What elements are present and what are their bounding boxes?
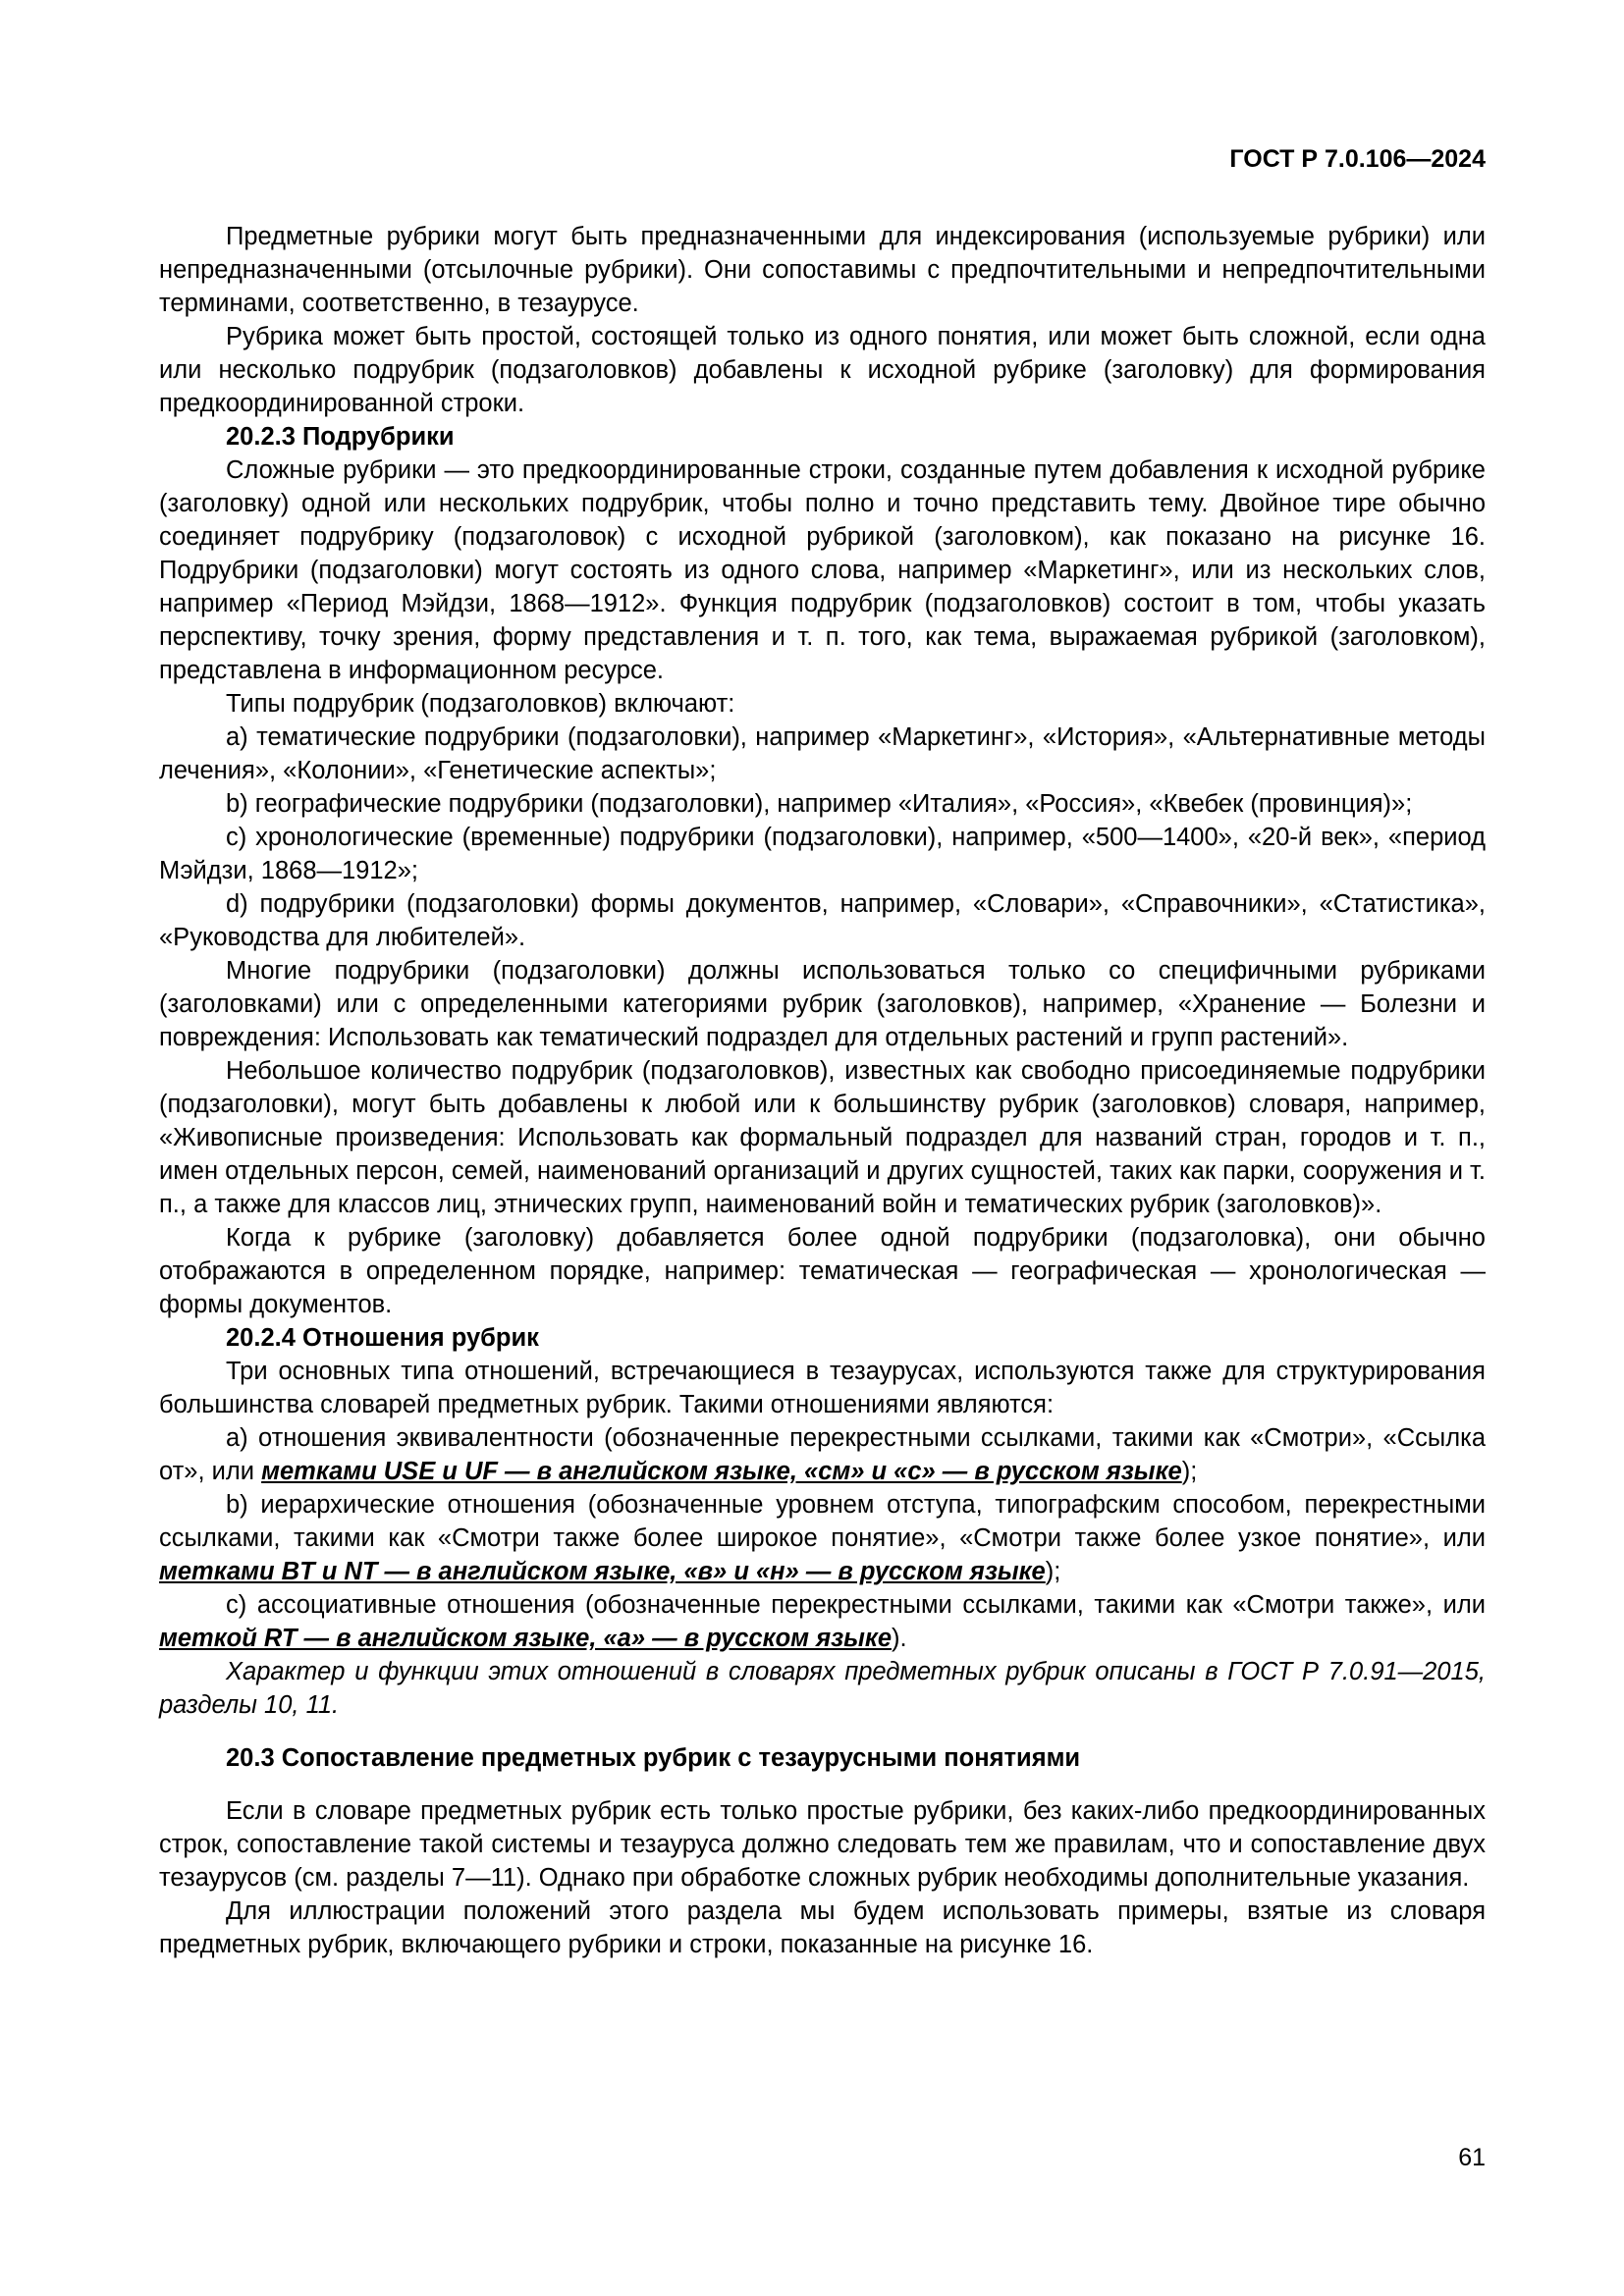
paragraph: Предметные рубрики могут быть предназначенными для индексирования (используемые рубрики) или непредназначенными (отсылочные рубрики). Они сопоставимы с предпочтительными и непредпочтительными терминами, соответственно, в тезаурусе. [159, 223, 1486, 317]
text-run: ); [1181, 1458, 1198, 1485]
text-run: c) ассоциативные отношения (обозначенные перекрестными ссылками, такими как «Смотри также», или [226, 1591, 1486, 1619]
list-item-b: b) географические подрубрики (подзаголовки), например «Италия», «Россия», «Квебек (провинция)»; [226, 790, 1413, 818]
highlighted-text: метками BT и NT — в английском языке, «в» и «н» — в русском языке [159, 1558, 1046, 1585]
subsection-heading-20-2-4: 20.2.4 Отношения рубрик [226, 1324, 539, 1352]
relation-item-b [159, 1488, 1486, 1588]
page-number: 61 [1458, 2144, 1486, 2171]
paragraph: Небольшое количество подрубрик (подзаголовков), известных как свободно присоединяемые подрубрики (подзаголовки), могут быть добавлены к любой или к большинству рубрик (заголовков) словаря, например, «Живописные произведения: Использовать как формальный подраздел для названий стран, городов и т. п., имен отдельных персон, семей, наименований организаций и других сущностей, таких как парки, сооружения и т. п., а также для классов лиц, этнических групп, наименований войн и тематических рубрик (заголовков)». [159, 1057, 1486, 1218]
paragraph: Когда к рубрике (заголовку) добавляется более одной подрубрики (подзаголовка), они обычно отображаются в определенном порядке, например: тематическая — географическая — хронологическая — формы документов. [159, 1224, 1486, 1318]
document-code-header: ГОСТ Р 7.0.106—2024 [1229, 145, 1486, 173]
paragraph: Если в словаре предметных рубрик есть только простые рубрики, без каких-либо предкоординированных строк, сопоставление такой системы и тезауруса должно следовать тем же правилам, что и сопоставление двух тезаурусов (см. разделы 7—11). Однако при обработке сложных рубрик необходимы дополнительные указания. [159, 1797, 1486, 1892]
paragraph: Рубрика может быть простой, состоящей только из одного понятия, или может быть сложной, если одна или несколько подрубрик (подзаголовков) добавлены к исходной рубрике (заголовку) для формирования предкоординированной строки. [159, 323, 1486, 417]
list-item-c: c) хронологические (временные) подрубрики (подзаголовки), например, «500—1400», «20-й век», «период Мэйдзи, 1868—1912»; [159, 824, 1486, 884]
highlighted-text: метками USE и UF — в английском языке, «см» и «с» — в русском языке [261, 1458, 1182, 1485]
text-run: a) отношения эквивалентности (обозначенные перекрестными ссылками, такими как «Смотри», «Ссылка от», или [159, 1424, 1486, 1485]
relation-item-a [159, 1421, 1486, 1488]
text-run: ). [892, 1625, 907, 1652]
italic-note: Характер и функции этих отношений в словарях предметных рубрик описаны в ГОСТ Р 7.0.91—2015, разделы 10, 11. [159, 1658, 1486, 1719]
paragraph: Три основных типа отношений, встречающиеся в тезаурусах, используются также для структурирования большинства словарей предметных рубрик. Такими отношениями являются: [159, 1358, 1486, 1418]
list-item-a: a) тематические подрубрики (подзаголовки), например «Маркетинг», «История», «Альтернативные методы лечения», «Колонии», «Генетические аспекты»; [159, 723, 1486, 784]
paragraph: Типы подрубрик (подзаголовков) включают: [226, 690, 735, 718]
section-heading-20-3: 20.3 Сопоставление предметных рубрик с тезаурусными понятиями [226, 1744, 1081, 1772]
subsection-heading-20-2-3: 20.2.3 Подрубрики [226, 423, 455, 451]
text-run: b) иерархические отношения (обозначенные уровнем отступа, типографским способом, перекрестными ссылками, такими как «Смотри также более широкое понятие», «Смотри также более узкое понятие», или [159, 1491, 1486, 1552]
highlighted-text: меткой RT — в английском языке, «а» — в русском языке [159, 1625, 893, 1652]
list-item-d: d) подрубрики (подзаголовки) формы документов, например, «Словари», «Справочники», «Статистика», «Руководства для любителей». [159, 890, 1486, 951]
page-body [159, 220, 1486, 1961]
relation-item-c [159, 1588, 1486, 1655]
paragraph: Многие подрубрики (подзаголовки) должны использоваться только со специфичными рубриками (заголовками) или с определенными категориями рубрик (заголовков), например, «Хранение — Болезни и повреждения: Использовать как тематический подраздел для отдельных растений и групп растений». [159, 957, 1486, 1051]
paragraph: Для иллюстрации положений этого раздела мы будем использовать примеры, взятые из словаря предметных рубрик, включающего рубрики и строки, показанные на рисунке 16. [159, 1897, 1486, 1958]
paragraph: Сложные рубрики — это предкоординированные строки, созданные путем добавления к исходной рубрике (заголовку) одной или нескольких подрубрик, чтобы полно и точно представить тему. Двойное тире обычно соединяет подрубрику (подзаголовок) с исходной рубрикой (заголовком), как показано на рисунке 16. Подрубрики (подзаголовки) могут состоять из одного слова, например «Маркетинг», или из нескольких слов, например «Период Мэйдзи, 1868—1912». Функция подрубрик (подзаголовков) состоит в том, чтобы указать перспективу, точку зрения, форму представления и т. п. того, как тема, выражаемая рубрикой (заголовком), представлена в информационном ресурсе. [159, 456, 1486, 684]
text-run: ); [1045, 1558, 1061, 1585]
